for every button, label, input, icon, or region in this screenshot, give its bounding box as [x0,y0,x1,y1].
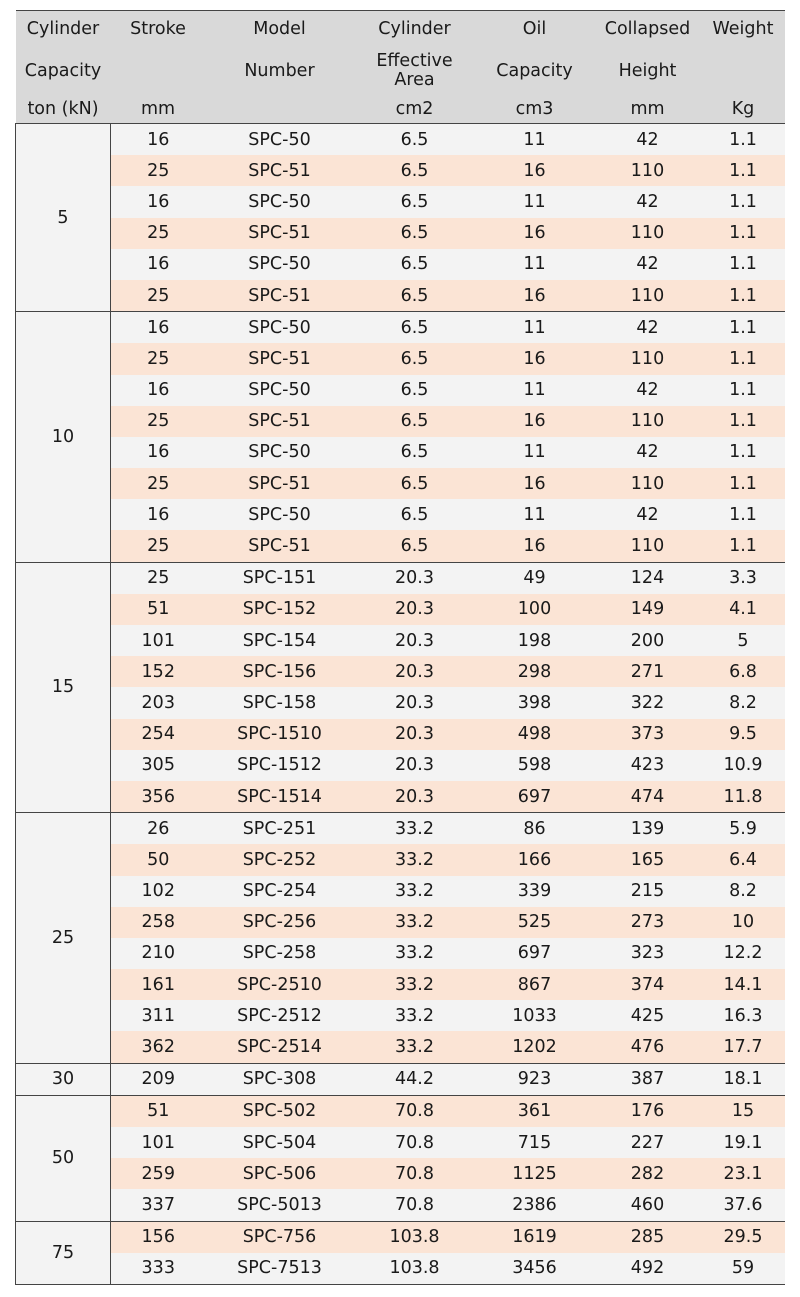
model-cell: SPC-251 [206,813,354,845]
oil-capacity-cell: 16 [476,280,594,312]
model-cell: SPC-256 [206,907,354,938]
model-cell: SPC-51 [206,406,354,437]
model-cell: SPC-258 [206,938,354,969]
table-body [16,124,785,1285]
oil-capacity-cell: 1125 [476,1158,594,1189]
weight-cell: 5.9 [702,813,785,845]
table-row [16,594,785,625]
collapsed-height-cell: 110 [594,530,702,562]
model-cell: SPC-51 [206,280,354,312]
oil-capacity-cell: 16 [476,468,594,499]
weight-cell: 5 [702,625,785,656]
stroke-cell: 152 [111,656,206,687]
model-cell: SPC-50 [206,249,354,280]
table-row [16,218,785,249]
collapsed-height-cell: 285 [594,1221,702,1253]
header-cell: Model [206,11,354,48]
collapsed-height-cell: 373 [594,719,702,750]
table-row [16,938,785,969]
stroke-cell: 362 [111,1031,206,1063]
header-unit-cell [206,95,354,124]
oil-capacity-cell: 598 [476,750,594,781]
area-cell: 20.3 [354,781,476,813]
table-row [16,1031,785,1063]
collapsed-height-cell: 42 [594,312,702,344]
collapsed-height-cell: 374 [594,969,702,1000]
table-row [16,437,785,468]
oil-capacity-cell: 525 [476,907,594,938]
collapsed-height-cell: 474 [594,781,702,813]
model-cell: SPC-1514 [206,781,354,813]
stroke-cell: 16 [111,124,206,156]
header-cell: Effective Area [354,47,476,95]
area-cell: 33.2 [354,844,476,875]
collapsed-height-cell: 110 [594,343,702,374]
collapsed-height-cell: 42 [594,499,702,530]
weight-cell: 11.8 [702,781,785,813]
collapsed-height-cell: 110 [594,468,702,499]
model-cell: SPC-252 [206,844,354,875]
table-row [16,249,785,280]
collapsed-height-cell: 227 [594,1127,702,1158]
collapsed-height-cell: 139 [594,813,702,845]
stroke-cell: 25 [111,343,206,374]
header-cell: Oil [476,11,594,48]
collapsed-height-cell: 322 [594,687,702,718]
weight-cell: 1.1 [702,375,785,406]
header-cell: Stroke [111,11,206,48]
stroke-cell: 101 [111,625,206,656]
weight-cell: 10 [702,907,785,938]
weight-cell: 14.1 [702,969,785,1000]
collapsed-height-cell: 42 [594,249,702,280]
stroke-cell: 356 [111,781,206,813]
weight-cell: 1.1 [702,280,785,312]
table-row [16,750,785,781]
stroke-cell: 16 [111,312,206,344]
collapsed-height-cell: 492 [594,1253,702,1285]
area-cell: 70.8 [354,1189,476,1221]
table-row [16,375,785,406]
weight-cell: 1.1 [702,155,785,186]
model-cell: SPC-1512 [206,750,354,781]
area-cell: 33.2 [354,969,476,1000]
area-cell: 6.5 [354,312,476,344]
collapsed-height-cell: 42 [594,375,702,406]
stroke-cell: 337 [111,1189,206,1221]
table-row [16,124,785,156]
weight-cell: 1.1 [702,124,785,156]
cylinder-spec-table [15,10,785,1285]
weight-cell: 6.4 [702,844,785,875]
collapsed-height-cell: 476 [594,1031,702,1063]
weight-cell: 6.8 [702,656,785,687]
area-cell: 20.3 [354,750,476,781]
oil-capacity-cell: 339 [476,876,594,907]
model-cell: SPC-308 [206,1063,354,1095]
weight-cell: 16.3 [702,1000,785,1031]
weight-cell: 3.3 [702,562,785,594]
collapsed-height-cell: 323 [594,938,702,969]
stroke-cell: 25 [111,406,206,437]
collapsed-height-cell: 425 [594,1000,702,1031]
oil-capacity-cell: 923 [476,1063,594,1095]
model-cell: SPC-156 [206,656,354,687]
header-cell: Collapsed [594,11,702,48]
collapsed-height-cell: 176 [594,1095,702,1127]
collapsed-height-cell: 165 [594,844,702,875]
model-cell: SPC-50 [206,312,354,344]
model-cell: SPC-158 [206,687,354,718]
weight-cell: 1.1 [702,499,785,530]
weight-cell: 29.5 [702,1221,785,1253]
stroke-cell: 210 [111,938,206,969]
weight-cell: 1.1 [702,218,785,249]
stroke-cell: 258 [111,907,206,938]
area-cell: 20.3 [354,625,476,656]
weight-cell: 8.2 [702,687,785,718]
area-cell: 20.3 [354,562,476,594]
spec-sheet [15,10,784,1285]
oil-capacity-cell: 49 [476,562,594,594]
area-cell: 6.5 [354,124,476,156]
model-cell: SPC-50 [206,124,354,156]
weight-cell: 23.1 [702,1158,785,1189]
weight-cell: 18.1 [702,1063,785,1095]
weight-cell: 8.2 [702,876,785,907]
area-cell: 6.5 [354,499,476,530]
table-row [16,155,785,186]
table-row [16,969,785,1000]
collapsed-height-cell: 110 [594,406,702,437]
oil-capacity-cell: 16 [476,530,594,562]
table-row [16,343,785,374]
stroke-cell: 16 [111,186,206,217]
collapsed-height-cell: 215 [594,876,702,907]
oil-capacity-cell: 16 [476,155,594,186]
table-header [16,11,785,124]
model-cell: SPC-151 [206,562,354,594]
table-row [16,530,785,562]
stroke-cell: 16 [111,437,206,468]
area-cell: 20.3 [354,656,476,687]
weight-cell: 1.1 [702,437,785,468]
stroke-cell: 16 [111,249,206,280]
weight-cell: 1.1 [702,530,785,562]
model-cell: SPC-504 [206,1127,354,1158]
table-row [16,1127,785,1158]
header-cell: Cylinder [354,11,476,48]
area-cell: 20.3 [354,594,476,625]
header-cell: Height [594,47,702,95]
collapsed-height-cell: 42 [594,124,702,156]
area-cell: 33.2 [354,907,476,938]
oil-capacity-cell: 2386 [476,1189,594,1221]
stroke-cell: 101 [111,1127,206,1158]
area-cell: 6.5 [354,155,476,186]
oil-capacity-cell: 398 [476,687,594,718]
oil-capacity-cell: 3456 [476,1253,594,1285]
header-unit-cell: mm [111,95,206,124]
collapsed-height-cell: 110 [594,218,702,249]
oil-capacity-cell: 16 [476,406,594,437]
model-cell: SPC-51 [206,218,354,249]
header-cell: Weight [702,11,785,48]
weight-cell: 12.2 [702,938,785,969]
table-row [16,876,785,907]
stroke-cell: 16 [111,499,206,530]
stroke-cell: 161 [111,969,206,1000]
model-cell: SPC-254 [206,876,354,907]
table-row [16,499,785,530]
model-cell: SPC-5013 [206,1189,354,1221]
stroke-cell: 26 [111,813,206,845]
oil-capacity-cell: 11 [476,124,594,156]
weight-cell: 1.1 [702,343,785,374]
stroke-cell: 305 [111,750,206,781]
collapsed-height-cell: 271 [594,656,702,687]
header-unit-cell: ton (kN) [16,95,111,124]
oil-capacity-cell: 498 [476,719,594,750]
header-cell [111,47,206,95]
area-cell: 20.3 [354,687,476,718]
area-cell: 70.8 [354,1095,476,1127]
capacity-cell: 75 [16,1221,111,1284]
table-row [16,468,785,499]
collapsed-height-cell: 460 [594,1189,702,1221]
area-cell: 70.8 [354,1127,476,1158]
stroke-cell: 51 [111,594,206,625]
area-cell: 33.2 [354,1000,476,1031]
table-row [16,406,785,437]
weight-cell: 10.9 [702,750,785,781]
model-cell: SPC-2514 [206,1031,354,1063]
model-cell: SPC-506 [206,1158,354,1189]
model-cell: SPC-50 [206,499,354,530]
area-cell: 6.5 [354,343,476,374]
table-row [16,1158,785,1189]
stroke-cell: 25 [111,280,206,312]
capacity-cell: 10 [16,312,111,563]
stroke-cell: 16 [111,375,206,406]
oil-capacity-cell: 11 [476,186,594,217]
area-cell: 6.5 [354,186,476,217]
table-row [16,280,785,312]
model-cell: SPC-1510 [206,719,354,750]
model-cell: SPC-51 [206,343,354,374]
oil-capacity-cell: 198 [476,625,594,656]
model-cell: SPC-51 [206,468,354,499]
collapsed-height-cell: 42 [594,186,702,217]
model-cell: SPC-152 [206,594,354,625]
oil-capacity-cell: 1202 [476,1031,594,1063]
header-unit-cell: cm2 [354,95,476,124]
table-row [16,1189,785,1221]
model-cell: SPC-50 [206,186,354,217]
weight-cell: 15 [702,1095,785,1127]
capacity-cell: 30 [16,1063,111,1095]
stroke-cell: 333 [111,1253,206,1285]
capacity-cell: 50 [16,1095,111,1221]
area-cell: 6.5 [354,218,476,249]
oil-capacity-cell: 867 [476,969,594,1000]
stroke-cell: 311 [111,1000,206,1031]
collapsed-height-cell: 124 [594,562,702,594]
capacity-cell: 15 [16,562,111,813]
table-row [16,781,785,813]
area-cell: 33.2 [354,813,476,845]
area-cell: 33.2 [354,1031,476,1063]
area-cell: 103.8 [354,1253,476,1285]
stroke-cell: 25 [111,218,206,249]
capacity-cell: 5 [16,124,111,312]
model-cell: SPC-51 [206,155,354,186]
table-row [16,1063,785,1095]
weight-cell: 9.5 [702,719,785,750]
area-cell: 103.8 [354,1221,476,1253]
oil-capacity-cell: 361 [476,1095,594,1127]
oil-capacity-cell: 11 [476,375,594,406]
area-cell: 6.5 [354,437,476,468]
stroke-cell: 25 [111,562,206,594]
weight-cell: 17.7 [702,1031,785,1063]
header-unit-cell: cm3 [476,95,594,124]
stroke-cell: 156 [111,1221,206,1253]
model-cell: SPC-502 [206,1095,354,1127]
oil-capacity-cell: 1033 [476,1000,594,1031]
area-cell: 33.2 [354,938,476,969]
header-unit-cell: mm [594,95,702,124]
collapsed-height-cell: 387 [594,1063,702,1095]
model-cell: SPC-50 [206,375,354,406]
area-cell: 6.5 [354,406,476,437]
header-cell: Capacity [16,47,111,95]
header-cell: Capacity [476,47,594,95]
table-row [16,844,785,875]
weight-cell: 1.1 [702,249,785,280]
oil-capacity-cell: 166 [476,844,594,875]
model-cell: SPC-50 [206,437,354,468]
weight-cell: 1.1 [702,186,785,217]
area-cell: 44.2 [354,1063,476,1095]
collapsed-height-cell: 200 [594,625,702,656]
model-cell: SPC-2512 [206,1000,354,1031]
stroke-cell: 51 [111,1095,206,1127]
area-cell: 33.2 [354,876,476,907]
table-row [16,1253,785,1285]
stroke-cell: 50 [111,844,206,875]
oil-capacity-cell: 16 [476,343,594,374]
weight-cell: 59 [702,1253,785,1285]
collapsed-height-cell: 273 [594,907,702,938]
oil-capacity-cell: 11 [476,499,594,530]
stroke-cell: 203 [111,687,206,718]
stroke-cell: 102 [111,876,206,907]
table-row [16,719,785,750]
table-row [16,625,785,656]
header-cell: Number [206,47,354,95]
weight-cell: 4.1 [702,594,785,625]
stroke-cell: 209 [111,1063,206,1095]
table-row [16,186,785,217]
stroke-cell: 254 [111,719,206,750]
stroke-cell: 25 [111,155,206,186]
collapsed-height-cell: 282 [594,1158,702,1189]
area-cell: 6.5 [354,530,476,562]
area-cell: 6.5 [354,375,476,406]
oil-capacity-cell: 11 [476,312,594,344]
stroke-cell: 259 [111,1158,206,1189]
weight-cell: 37.6 [702,1189,785,1221]
table-row [16,1221,785,1253]
area-cell: 6.5 [354,280,476,312]
table-row [16,687,785,718]
capacity-cell: 25 [16,813,111,1064]
oil-capacity-cell: 11 [476,437,594,468]
collapsed-height-cell: 423 [594,750,702,781]
area-cell: 6.5 [354,468,476,499]
collapsed-height-cell: 110 [594,280,702,312]
table-row [16,907,785,938]
model-cell: SPC-2510 [206,969,354,1000]
collapsed-height-cell: 110 [594,155,702,186]
area-cell: 70.8 [354,1158,476,1189]
table-row [16,813,785,845]
table-row [16,1000,785,1031]
oil-capacity-cell: 715 [476,1127,594,1158]
oil-capacity-cell: 1619 [476,1221,594,1253]
oil-capacity-cell: 697 [476,938,594,969]
table-row [16,312,785,344]
header-cell [702,47,785,95]
collapsed-height-cell: 42 [594,437,702,468]
oil-capacity-cell: 298 [476,656,594,687]
area-cell: 6.5 [354,249,476,280]
model-cell: SPC-51 [206,530,354,562]
weight-cell: 1.1 [702,406,785,437]
stroke-cell: 25 [111,530,206,562]
collapsed-height-cell: 149 [594,594,702,625]
model-cell: SPC-154 [206,625,354,656]
oil-capacity-cell: 86 [476,813,594,845]
oil-capacity-cell: 697 [476,781,594,813]
oil-capacity-cell: 100 [476,594,594,625]
weight-cell: 1.1 [702,468,785,499]
stroke-cell: 25 [111,468,206,499]
table-row [16,656,785,687]
weight-cell: 19.1 [702,1127,785,1158]
oil-capacity-cell: 11 [476,249,594,280]
header-unit-cell: Kg [702,95,785,124]
table-row [16,562,785,594]
model-cell: SPC-756 [206,1221,354,1253]
oil-capacity-cell: 16 [476,218,594,249]
table-row [16,1095,785,1127]
header-cell: Cylinder [16,11,111,48]
weight-cell: 1.1 [702,312,785,344]
area-cell: 20.3 [354,719,476,750]
model-cell: SPC-7513 [206,1253,354,1285]
